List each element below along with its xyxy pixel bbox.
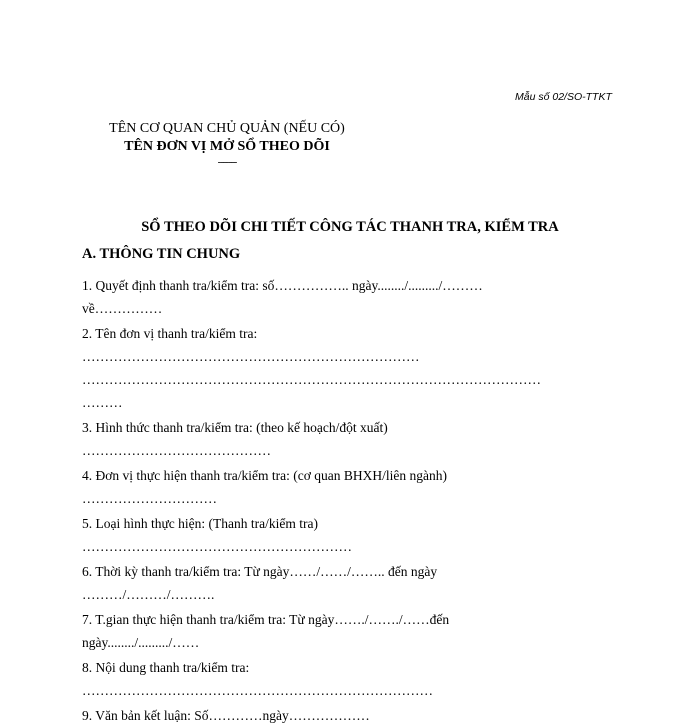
section-heading: A. THÔNG TIN CHUNG [82, 246, 241, 262]
item-line: ………………………… [82, 491, 217, 506]
item-line: ………………………………………………………………………………………… [82, 372, 541, 387]
item-line: 3. Hình thức thanh tra/kiểm tra: (theo kế hoạch/đột xuất) [82, 420, 388, 435]
item-line: 5. Loại hình thực hiện: (Thanh tra/kiểm tra) [82, 516, 318, 531]
unit-name: TÊN ĐƠN VỊ MỞ SỔ THEO DÕI [124, 139, 330, 154]
agency-header [92, 120, 362, 168]
item-line: …………………………………………………………………… [82, 683, 433, 698]
item-line: …………………………………………………… [82, 539, 352, 554]
list-item [82, 512, 642, 558]
parent-agency: TÊN CƠ QUAN CHỦ QUẢN (NẾU CÓ) [109, 121, 345, 136]
item-line: về…………… [82, 301, 163, 316]
document-title: SỔ THEO DÕI CHI TIẾT CÔNG TÁC THANH TRA, KIỂM TRA [141, 219, 559, 235]
item-line: 4. Đơn vị thực hiện thanh tra/kiểm tra: (cơ quan BHXH/liên ngành) [82, 468, 448, 483]
item-line: 1. Quyết định thanh tra/kiểm tra: số…………….. ngày......../........./……… [82, 278, 483, 293]
item-line: ………………………………………………………………… [82, 349, 420, 364]
item-line: ………/………/………. [82, 587, 215, 602]
item-line: 7. T.gian thực hiện thanh tra/kiểm tra: Từ ngày……./……./……đến [82, 612, 450, 627]
list-item [82, 322, 642, 414]
item-line: …………………………………… [82, 443, 271, 458]
form-code: Mẫu số 02/SO-TTKT [515, 91, 612, 103]
list-item [82, 464, 642, 510]
item-line: 6. Thời kỳ thanh tra/kiểm tra: Từ ngày……/……/…….. đến ngày [82, 564, 438, 579]
item-line: ……… [82, 395, 123, 410]
header-divider: ------- [217, 156, 237, 168]
list-item [82, 656, 642, 702]
item-line: ngày......../........./…… [82, 635, 200, 650]
item-line: 9. Văn bản kết luận: Số…………ngày……………… [82, 708, 370, 723]
list-item [82, 274, 642, 320]
general-info-list [82, 274, 642, 727]
item-line: 8. Nội dung thanh tra/kiểm tra: [82, 660, 250, 675]
list-item [82, 704, 642, 727]
list-item [82, 560, 642, 606]
list-item [82, 416, 642, 462]
item-line: 2. Tên đơn vị thanh tra/kiểm tra: [82, 326, 258, 341]
list-item [82, 608, 642, 654]
